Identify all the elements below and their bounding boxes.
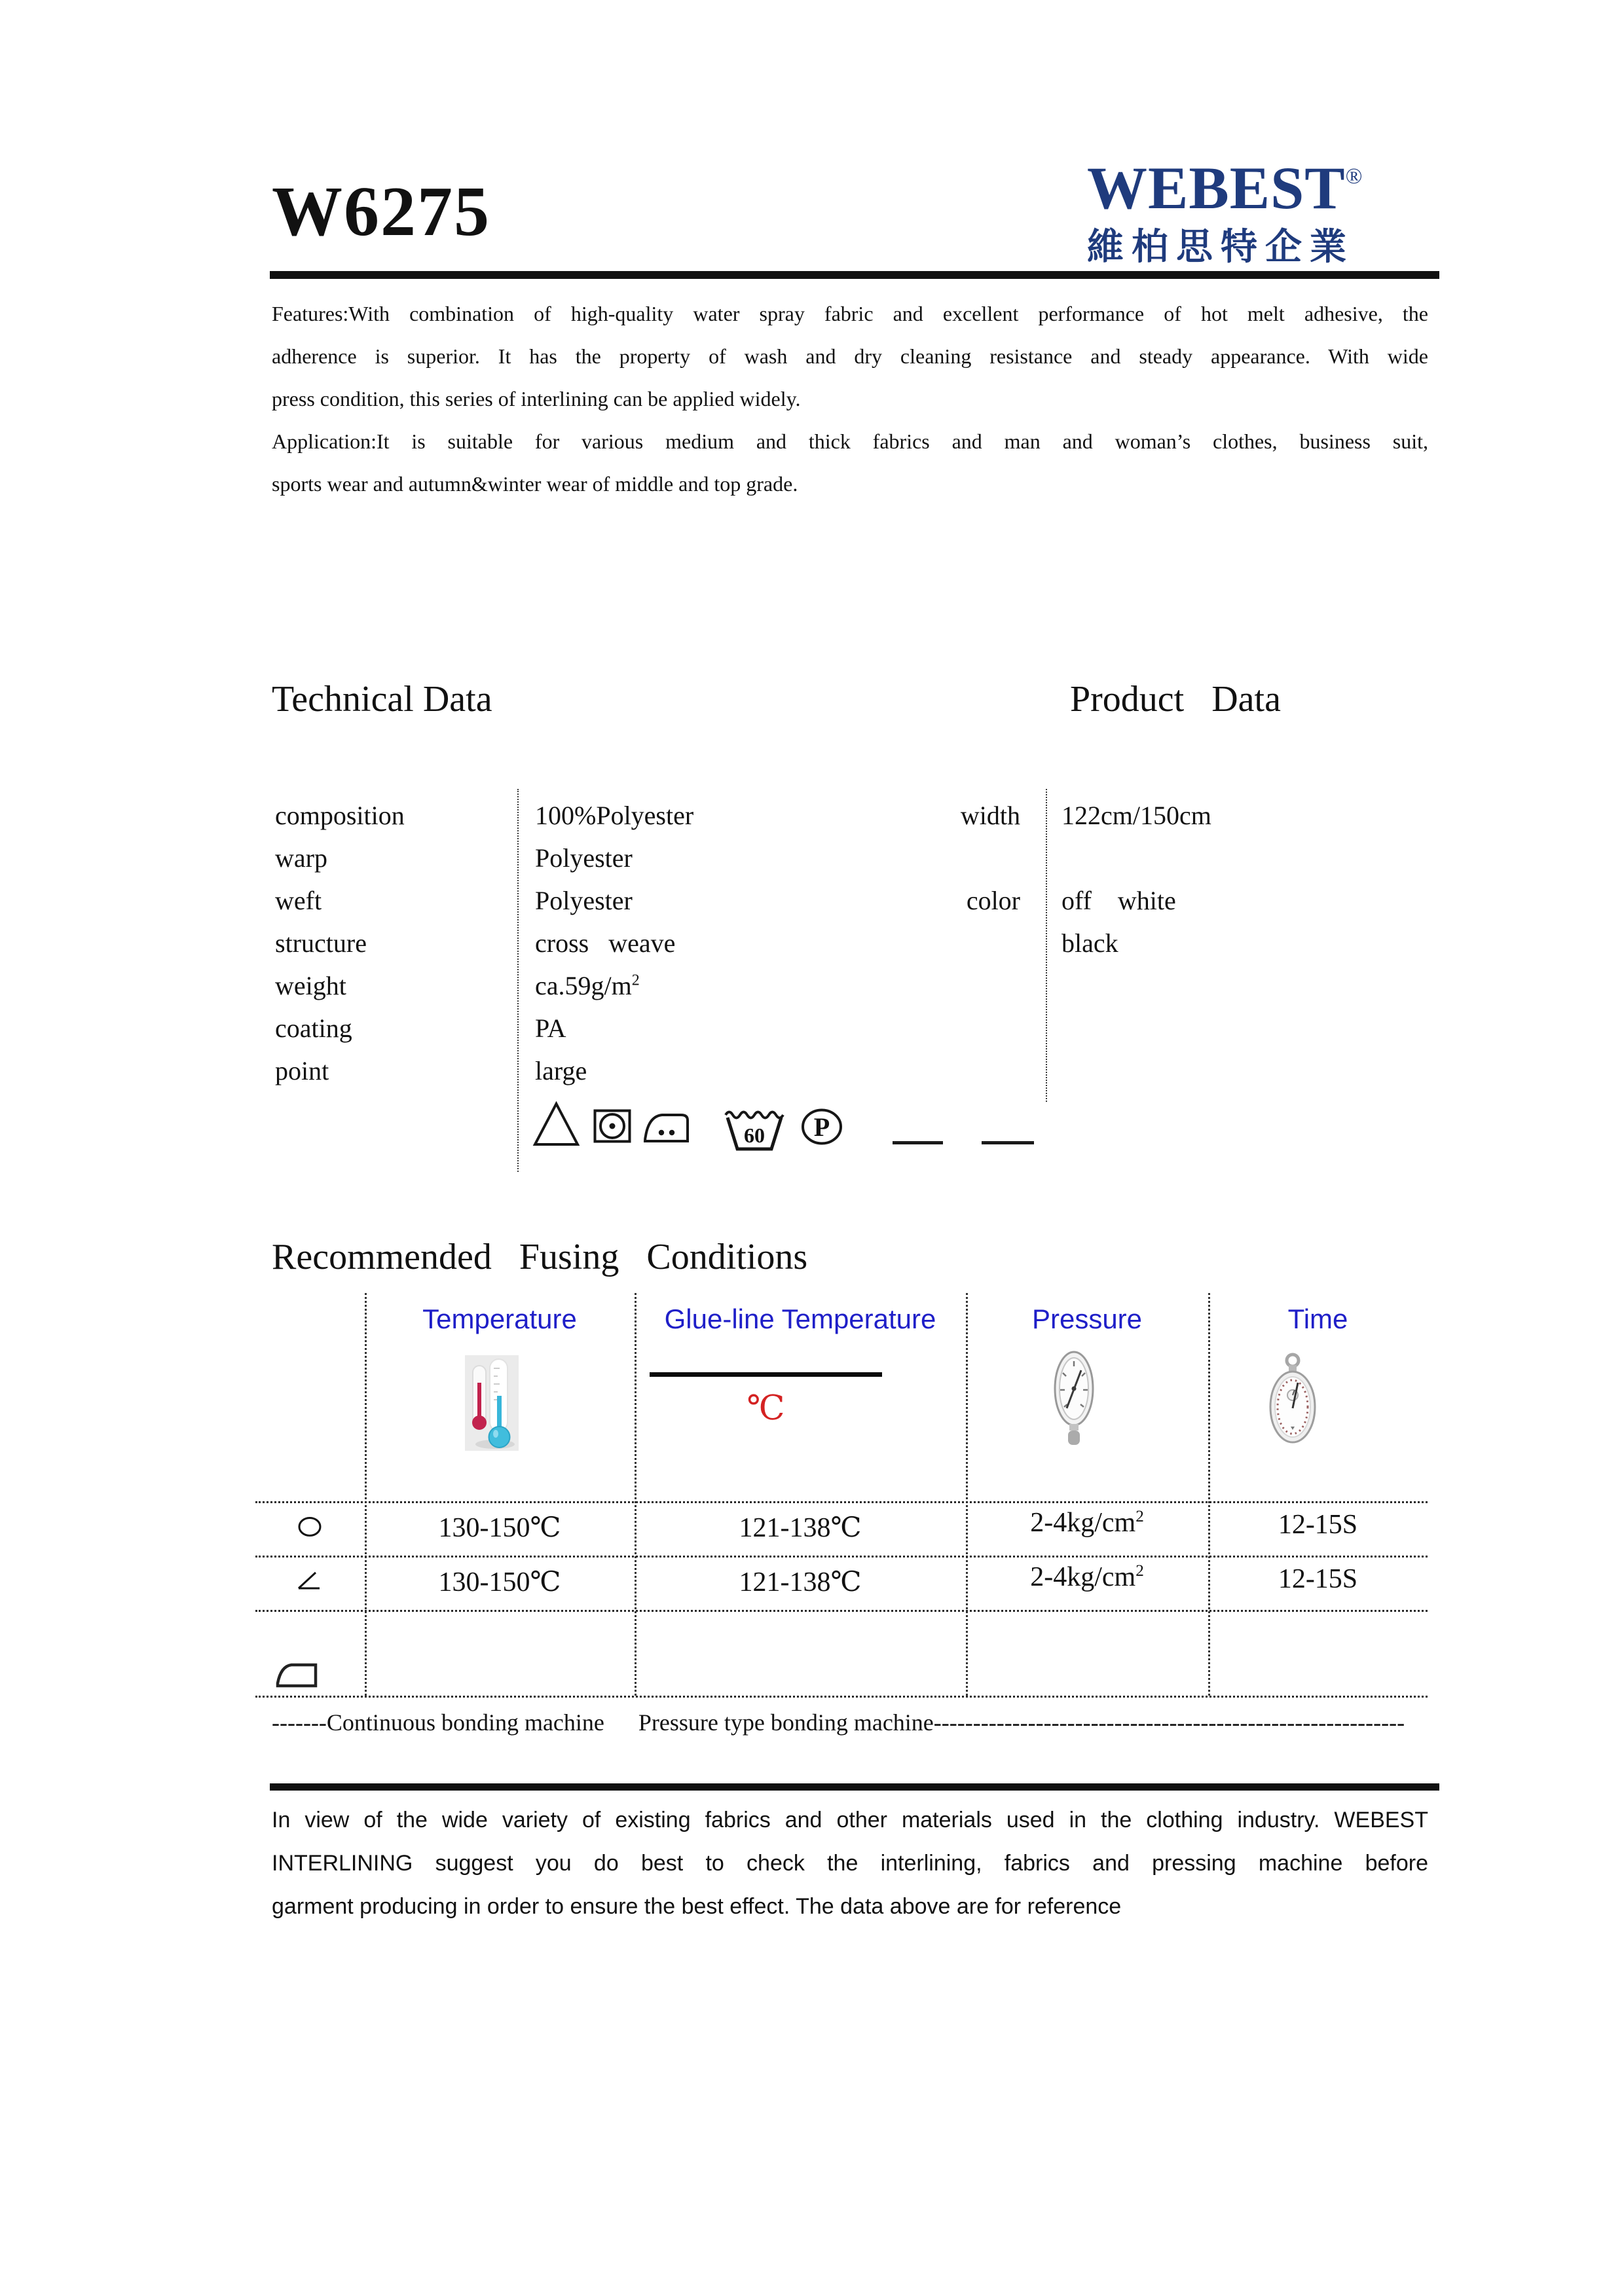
caption-machine-2: Pressure type bonding machine — [638, 1709, 934, 1736]
tech-value: Polyester — [535, 843, 633, 873]
caption-lead-dashes: ------- — [272, 1709, 327, 1736]
tech-label: point — [275, 1056, 329, 1085]
dry-clean-p-icon — [801, 1108, 843, 1145]
pressure-exponent: 2 — [1135, 1508, 1144, 1525]
footer-note — [272, 1798, 1428, 1928]
note-line: INTERLINING suggest you do best to check the interlining, fabrics and pressing machine before — [272, 1851, 1428, 1876]
tech-label: composition — [275, 801, 405, 830]
features-line: press condition, this series of interlining can be applied widely. — [272, 387, 801, 410]
tumble-dry-icon — [593, 1109, 631, 1143]
fusing-conditions-heading: Recommended Fusing Conditions — [272, 1237, 808, 1277]
tech-column-divider — [517, 789, 519, 1172]
tech-value — [535, 970, 640, 1001]
column-header-pressure: Pressure — [1031, 1303, 1143, 1334]
brand-logo — [1087, 149, 1369, 270]
column-header-glue-line: Glue-line Temperature — [664, 1303, 936, 1334]
temperature-value: 130-150℃ — [438, 1513, 561, 1543]
blank-dash-icon — [982, 1141, 1034, 1144]
note-line: garment producing in order to ensure the best effect. The data above are for reference — [272, 1894, 1122, 1919]
table-row — [275, 1055, 1022, 1098]
column-divider — [1208, 1293, 1210, 1696]
features-line: Features:With combination of high-quality water spray fabric and excellent performance of hot melt adhesive, the — [272, 302, 1428, 325]
time-value: 12-15S — [1278, 1564, 1358, 1594]
features-line: adherence is superior. It has the property of wash and dry cleaning resistance and steady appearance. With wide — [272, 344, 1428, 368]
product-data-heading: Product Data — [1070, 679, 1281, 720]
row-divider — [255, 1556, 1428, 1558]
column-divider — [365, 1293, 367, 1696]
tech-value: Polyester — [535, 886, 633, 915]
column-header-time: Time — [1287, 1303, 1348, 1334]
product-column-divider — [1046, 789, 1047, 1102]
caption-tail-dashes: ------------------------------------------------------------ — [933, 1709, 1405, 1736]
brand-name: WEBEST — [1087, 155, 1346, 221]
column-divider — [635, 1293, 637, 1696]
tech-value: large — [535, 1056, 587, 1085]
product-value: off white — [1061, 886, 1176, 915]
pressure-base: 2-4kg/cm — [1030, 1562, 1136, 1592]
intro-text — [272, 293, 1428, 505]
blank-dash-icon — [893, 1141, 943, 1144]
column-divider — [966, 1293, 968, 1696]
glue-line-underline — [650, 1372, 882, 1377]
tech-label: weft — [275, 886, 322, 915]
tech-label: coating — [275, 1013, 352, 1043]
bonding-machine-caption — [272, 1709, 1428, 1736]
column-header-temperature: Temperature — [422, 1303, 577, 1334]
pressure-base: 2-4kg/cm — [1030, 1508, 1136, 1538]
table-row — [275, 970, 1022, 1013]
tech-label: weight — [275, 971, 346, 1000]
product-value: black — [1061, 928, 1118, 958]
row-symbol-angle-icon — [297, 1571, 321, 1590]
thermometer-icon — [465, 1355, 519, 1451]
tech-label: warp — [275, 843, 327, 873]
dry-clean-letter: P — [813, 1112, 830, 1142]
technical-data-heading: Technical Data — [272, 679, 492, 720]
tech-value: PA — [535, 1013, 566, 1043]
iron-icon — [276, 1657, 318, 1688]
tech-label: structure — [275, 928, 367, 958]
time-value: 12-15S — [1278, 1510, 1358, 1540]
table-row — [275, 843, 1022, 885]
stopwatch-icon — [1268, 1352, 1317, 1445]
note-line: In view of the wide variety of existing fabrics and other materials used in the clothing industry. WEBEST — [272, 1808, 1428, 1832]
iron-two-dots-icon — [642, 1111, 690, 1144]
company-name-chinese: 維柏思特企業 — [1087, 226, 1354, 267]
temperature-value: 130-150℃ — [438, 1567, 561, 1597]
bottom-divider — [270, 1783, 1439, 1791]
row-divider — [255, 1610, 1428, 1612]
pressure-value — [966, 1561, 1208, 1593]
bleach-triangle-icon — [532, 1101, 580, 1147]
technical-data-table — [275, 800, 1022, 1098]
wash-60-icon — [724, 1108, 785, 1152]
product-value: 122cm/150cm — [1061, 801, 1211, 830]
pressure-exponent: 2 — [1135, 1562, 1144, 1580]
top-divider — [270, 271, 1439, 279]
weight-value: ca.59g/m — [535, 971, 632, 1000]
glue-line-value: 121-138℃ — [739, 1513, 862, 1543]
page-title: W6275 — [272, 173, 490, 251]
caption-machine-1: Continuous bonding machine — [326, 1709, 604, 1736]
weight-exponent: 2 — [631, 972, 640, 989]
row-divider — [255, 1696, 1428, 1698]
row-symbol-circle-icon — [297, 1516, 322, 1537]
wash-temperature: 60 — [744, 1123, 765, 1147]
glue-line-value: 121-138℃ — [739, 1567, 862, 1597]
registered-trademark-icon: ® — [1345, 164, 1363, 189]
tech-value: cross weave — [535, 928, 676, 958]
celsius-unit: ℃ — [747, 1390, 785, 1427]
tech-value: 100%Polyester — [535, 801, 694, 830]
table-row — [275, 928, 1022, 970]
application-line: sports wear and autumn&winter wear of middle and top grade. — [272, 472, 798, 496]
product-label: width — [960, 801, 1020, 830]
fusing-conditions-table — [255, 1293, 1428, 1698]
product-label: color — [966, 886, 1020, 915]
brand-wordmark — [1087, 149, 1369, 221]
pressure-value — [966, 1507, 1208, 1539]
application-line: Application:It is suitable for various medium and thick fabrics and man and woman’s clothes, business suit, — [272, 429, 1428, 453]
pressure-gauge-icon — [1054, 1349, 1094, 1448]
table-row — [275, 1013, 1022, 1055]
row-divider — [255, 1501, 1428, 1503]
